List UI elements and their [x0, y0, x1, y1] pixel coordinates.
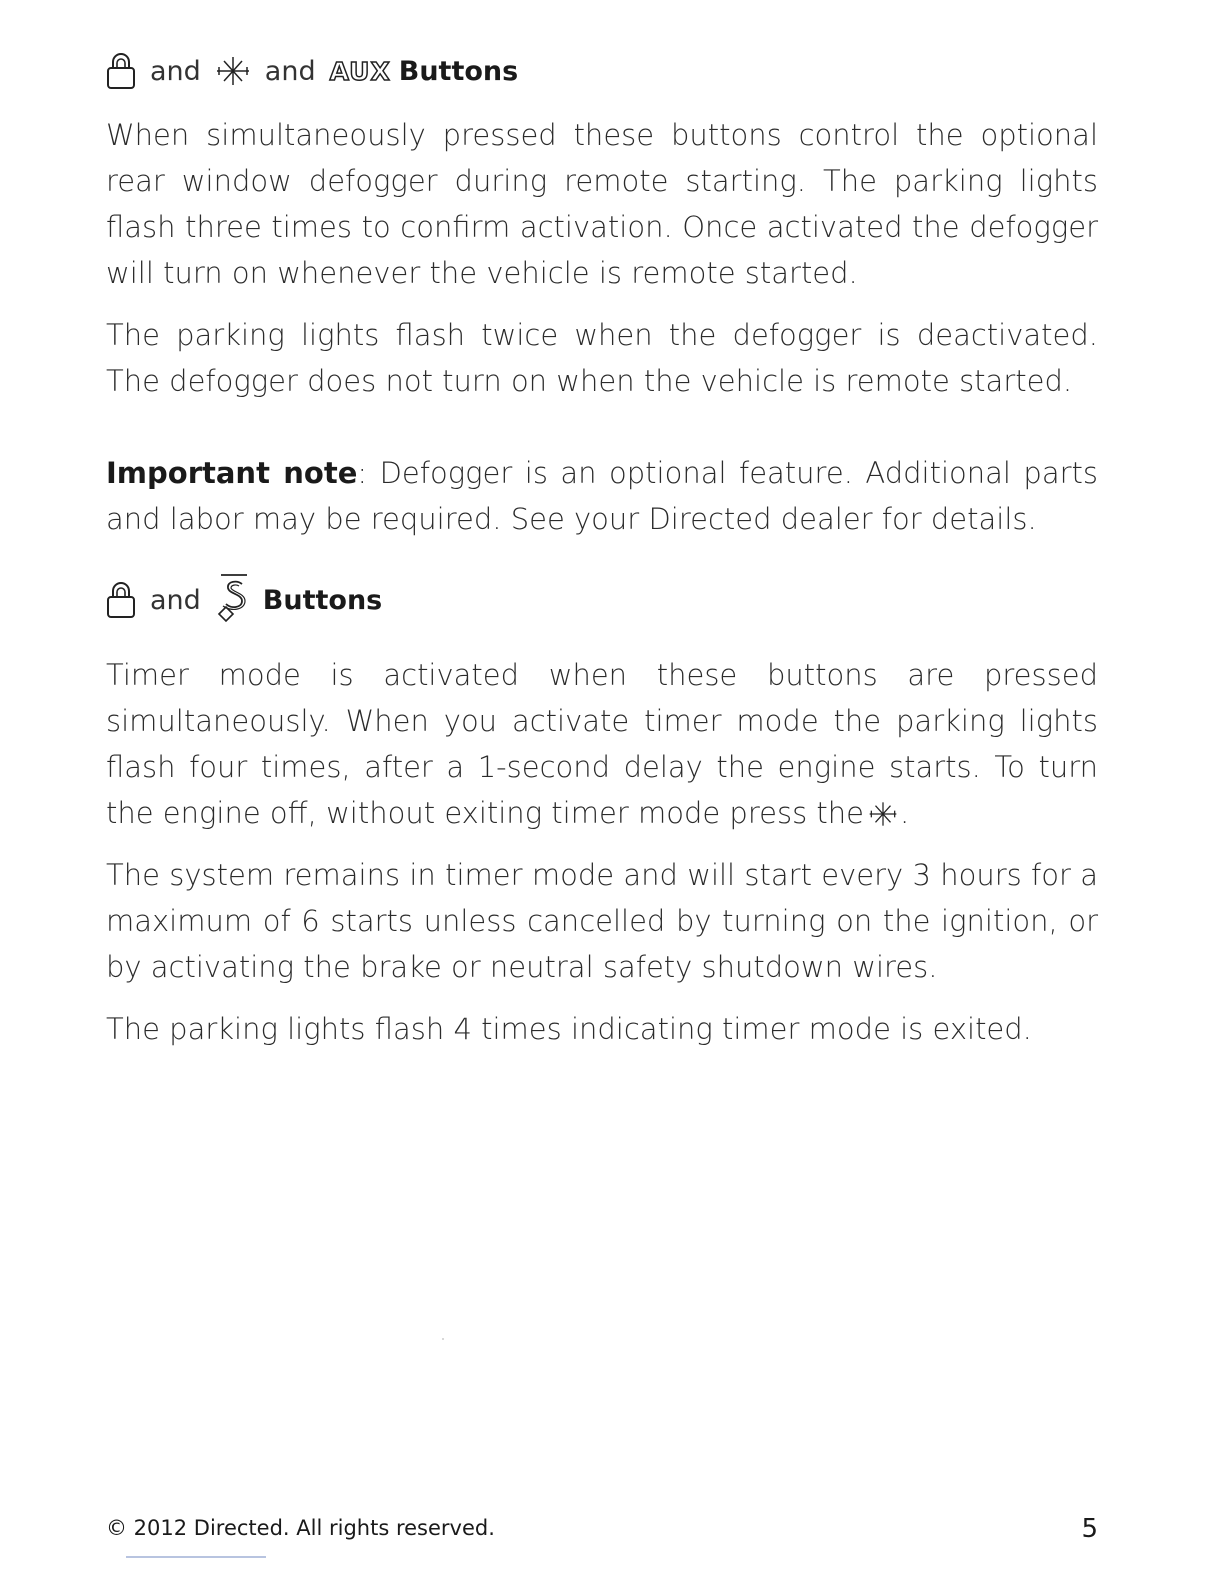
snowflake-icon	[215, 53, 251, 89]
heading-conjunction: and	[150, 584, 201, 616]
heading-title: Buttons	[262, 584, 383, 616]
copyright: © 2012 Directed. All rights reserved.	[106, 1516, 495, 1540]
section-heading-defogger	[106, 52, 518, 90]
section-heading-timer	[106, 572, 382, 628]
paragraph: The parking lights flash 4 times indicating timer mode is exited.	[106, 1012, 1032, 1046]
note-label: Important note	[106, 456, 358, 490]
start-icon	[215, 572, 255, 628]
page-number: 5	[1081, 1514, 1098, 1544]
scan-speck	[442, 1338, 444, 1340]
paragraph: The parking lights flash twice when the defogger is deactivated. The defogger does not turn on when the vehicle is remote started.	[106, 318, 1098, 398]
paragraph: The system remains in timer mode and will start every 3 hours for a maximum of 6 starts unless cancelled by turning on the ignition, or by activating the brake or neutral safety shutdown wires.	[106, 858, 1098, 984]
lock-icon	[106, 52, 136, 90]
heading-title: Buttons	[398, 55, 519, 87]
manual-page	[106, 0, 1098, 1584]
heading-conjunction: and	[150, 55, 201, 87]
aux-icon: AUX	[329, 56, 391, 86]
snowflake-icon	[868, 796, 898, 842]
footer-rule	[126, 1556, 266, 1558]
paragraph: When simultaneously pressed these buttons control the optional rear window defogger during remote starting. The parking lights flash three times to confirm activation. Once activated the defogger will turn on whenever the vehicle is remote started.	[106, 118, 1098, 290]
paragraph	[106, 652, 1098, 842]
heading-conjunction: and	[264, 55, 316, 87]
timer-text-end: .	[900, 796, 910, 830]
timer-text: Timer mode is activated when these buttons are pressed simultaneously. When you activate timer mode the parking lights flash four times, after a 1-second delay the engine starts. To turn the engine off, without exiting timer mode press the	[106, 658, 1098, 830]
note-text: : Defogger is an optional feature. Additional parts and labor may be required. See your Directed dealer for details.	[106, 456, 1098, 536]
important-note	[106, 450, 1098, 542]
lock-icon	[106, 581, 136, 619]
